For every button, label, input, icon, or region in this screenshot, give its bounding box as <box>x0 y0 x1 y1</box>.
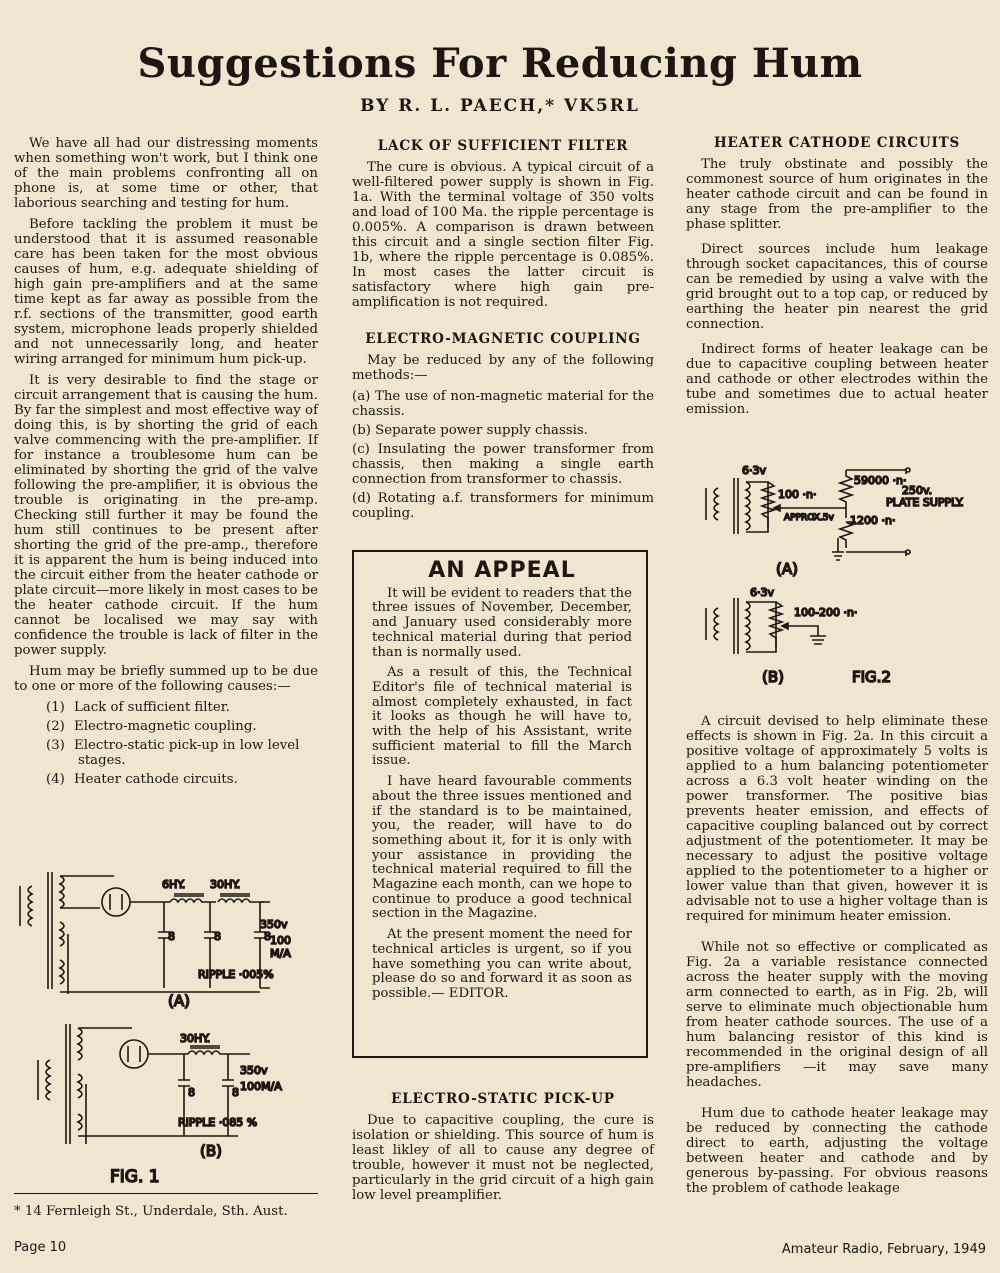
column-2 <box>352 139 654 525</box>
paragraph: At the present moment the need for technical articles is urgent, so if you have something you can write about, please do so and forward it as soon as possible.— EDITOR. <box>372 927 632 1001</box>
list-number: (2) <box>46 719 65 734</box>
paragraph: It will be evident to readers that the three issues of November, December, and January used considerably more technical material during that period than is normally used. <box>372 585 632 660</box>
appeal-box <box>352 550 648 1058</box>
paragraph: May be reduced by any of the following methods:— <box>352 353 654 383</box>
fig2a-transformer-icon <box>706 478 768 534</box>
paragraph: We have all had our distressing moments when something won't work, but I think one of the main problems confronting all on phone is, at some time or other, that laborious searching and testing for hum. <box>14 136 318 211</box>
list-item <box>46 719 318 734</box>
paragraph: While not so effective or complicated as Fig. 2a a variable resistance connected across the heater supply with the moving arm connected to earth, as in Fig. 2b, will serve to eliminate much objectionable hum from heater cathode sources. The use of a hum balancing resistor of this kind is recommended in the original design of all pre-amplifiers —it may save many headaches. <box>686 940 988 1090</box>
list-item <box>46 772 318 787</box>
section-heading: LACK OF SUFFICIENT FILTER <box>377 138 629 154</box>
fig2a-volts-label: 250v. <box>902 484 933 497</box>
paragraph: The cure is obvious. A typical circuit of a well-filtered power supply is shown in Fig. 1a. With the terminal voltage of 350 volts and load of 100 Ma. the ripple percentage is 0.005%. A comparison is drawn between this circuit and a single section filter Fig. 1b, where the ripple percentage is 0.085%. In most cases the latter circuit is satisfactory where high gain pre-amplification is not required. <box>352 160 654 310</box>
figure-2 <box>700 458 990 694</box>
fig2a-label: (A) <box>776 560 798 578</box>
fig1a-label: (A) <box>168 992 190 1010</box>
fig1b-cap-label: 8 <box>188 1086 195 1099</box>
list-text: Electro-magnetic coupling. <box>74 719 257 734</box>
column-3-continued <box>686 714 988 1202</box>
list-item <box>352 423 654 438</box>
list-text: Rotating a.f. transformers for minimum coupling. <box>352 491 654 521</box>
fig1a-rectifier-icon <box>102 888 130 916</box>
fig1a-cap-label: 8 <box>264 930 271 943</box>
list-number: (1) <box>46 700 65 715</box>
list-text: Lack of sufficient filter. <box>74 700 230 715</box>
fig1a-volts-label: 350v <box>260 918 288 931</box>
fig2-caption: FIG.2 <box>852 668 891 686</box>
paragraph: Due to capacitive coupling, the cure is isolation or shielding. This source of hum is least likley of all to cause any degree of trouble, however it must not be neglected, particularly in the grid circuit of a high gain low level preamplifier. <box>352 1113 654 1203</box>
fig1a-current-unit-label: M/A <box>270 947 291 960</box>
fig1b-rectifier-icon <box>120 1040 148 1068</box>
paragraph: Hum may be briefly summed up to be due to one or more of the following causes:— <box>14 664 318 694</box>
list-item <box>352 491 654 521</box>
paragraph: As a result of this, the Technical Editor's file of technical material is almost completely exhausted, in fact it looks as though he will have to, with the help of his Assistant, write sufficient material to fill the March issue. <box>372 665 632 769</box>
electrostatic-section <box>352 1092 654 1203</box>
list-number: (b) <box>352 423 371 438</box>
appeal-title: AN APPEAL <box>428 558 576 583</box>
figure-1 <box>14 864 314 1184</box>
fig1-caption: FIG. 1 <box>110 1167 160 1184</box>
column-3 <box>686 136 988 423</box>
fig1b-ripple-label: RIPPLE ·085 % <box>178 1116 258 1129</box>
paragraph: The truly obstinate and possibly the commonest source of hum originates in the heater cathode circuit and can be found in any stage from the pre-amplifier to the phase splitter. <box>686 157 988 232</box>
fig2a-approx-label: APPROX.5v <box>784 513 834 523</box>
list-text: The use of non-magnetic material for the chassis. <box>352 389 654 419</box>
fig2a-r2-label: 1200 ·n· <box>850 514 896 527</box>
paragraph: Indirect forms of heater leakage can be due to capacitive coupling between heater and cathode or other electrodes within the tube and sometimes due to actual heater emission. <box>686 342 988 417</box>
page-number: Page 10 <box>14 1240 67 1255</box>
running-footer: Amateur Radio, February, 1949 <box>781 1242 986 1257</box>
fig2a-supply-label: PLATE SUPPLY. <box>886 496 964 509</box>
section-heading: ELECTRO-STATIC PICK-UP <box>391 1091 615 1107</box>
fig1a-ripple-label: RIPPLE ·005% <box>198 968 274 981</box>
list-item <box>352 389 654 419</box>
fig2b-heater-label: 6·3v <box>750 586 775 599</box>
fig1a-cap-label: 8 <box>214 930 221 943</box>
column-1 <box>14 136 318 793</box>
fig2a-pot-label: 100 ·n· <box>778 488 817 501</box>
list-number: (a) <box>352 389 371 404</box>
article-title: Suggestions For Reducing Hum <box>137 40 863 87</box>
fig2b-pot-label: 100-200 ·n· <box>794 606 858 619</box>
list-text: Electro-static pick-up in low level stages. <box>74 738 300 768</box>
fig1a-current-label: 100 <box>270 934 291 947</box>
paragraph: Hum due to cathode heater leakage may be reduced by connecting the cathode direct to earth, adjusting the voltage between heater and cathode and by generous by-passing. For obvious reasons the problem of cathode leakage <box>686 1106 988 1196</box>
fig1b-cap-label: 8 <box>232 1086 239 1099</box>
paragraph: It is very desirable to find the stage or circuit arrangement that is causing the hum. By far the simplest and most effective way of doing this, is by shorting the grid of each valve commencing with the pre-amplifier. If for instance a troublesome hum can be eliminated by shorting the grid of the valve following the pre-amplifier, it is obvious the trouble is originating in the pre-amp. Checking still further it may be found the hum still continues to be present after shorting the grid of the pre-amp., therefore it is apparent the hum is being induced into the circuit either from the heater cathode or plate circuit—more likely in most cases to be the heater cathode circuit. If the hum cannot be localised we may say with confidence the trouble is lack of filter in the power supply. <box>14 373 318 658</box>
byline: BY R. L. PAECH,* VK5RL <box>360 96 640 116</box>
fig1b-choke-label: 30HY. <box>180 1032 211 1045</box>
list-number: (d) <box>352 491 371 506</box>
paragraph: Before tackling the problem it must be understood that it is assumed reasonable care has been taken for the most obvious causes of hum, e.g. adequate shielding of high gain pre-amplifiers and at the same time kept as far away as possible from the r.f. sections of the transmitter, good earth system, microphone leads properly shielded and not unnecessarily long, and heater wiring arranged for minimum hum pick-up. <box>14 217 318 367</box>
list-text: Heater cathode circuits. <box>74 772 238 787</box>
fig2b-transformer-icon <box>706 598 776 654</box>
fig2a-heater-label: 6·3v <box>742 464 767 477</box>
fig1b-label: (B) <box>200 1142 222 1160</box>
list-item <box>46 700 318 715</box>
section-heading: HEATER CATHODE CIRCUITS <box>713 135 961 151</box>
fig1a-cap-label: 8 <box>168 930 175 943</box>
list-item <box>352 442 654 487</box>
list-number: (3) <box>46 738 65 753</box>
section-heading: ELECTRO-MAGNETIC COUPLING <box>365 331 641 347</box>
fig2a-r1-label: 59000 ·n· <box>854 474 907 487</box>
list-text: Separate power supply chassis. <box>375 423 588 438</box>
fig2b-label: (B) <box>762 668 784 686</box>
paragraph: Direct sources include hum leakage through socket capacitances, this of course can be remedied by using a valve with the grid brought out to a top cap, or reduced by earthing the heater pin nearest the grid connection. <box>686 242 988 332</box>
paragraph: I have heard favourable comments about the three issues mentioned and if the standard is to be maintained, you, the reader, will have to do something about it, for it is only with your assistance in providing the technical material required to fill the Magazine each month, can we hope to continue to produce a good technical section in the Magazine. <box>372 774 632 922</box>
methods-list <box>352 389 654 521</box>
fig1b-current-label: 100M/A <box>240 1080 282 1093</box>
causes-list <box>14 700 318 787</box>
fig1a-choke1-label: 6HY. <box>162 878 186 891</box>
list-number: (4) <box>46 772 65 787</box>
fig1b-volts-label: 350v <box>240 1064 268 1077</box>
paragraph: A circuit devised to help eliminate these effects is shown in Fig. 2a. In this circuit a positive voltage of approximately 5 volts is applied to a hum balancing potentiometer across a 6.3 volt heater winding on the power transformer. The positive bias prevents heater emission, and effects of capacitive coupling balanced out by correct adjustment of the potentiometer. It may be necessary to adjust the positive voltage applied to the potentiometer to a higher or lower value than that given, however it is advisable not to use a higher voltage than is required for minimum heater emission. <box>686 714 988 924</box>
fig1a-choke2-label: 30HY. <box>210 878 241 891</box>
list-item <box>46 738 318 768</box>
list-text: Insulating the power transformer from chassis, then making a single earth connection from transformer to chassis. <box>352 442 654 487</box>
footnote: * 14 Fernleigh St., Underdale, Sth. Aust. <box>14 1193 318 1219</box>
list-number: (c) <box>352 442 370 457</box>
